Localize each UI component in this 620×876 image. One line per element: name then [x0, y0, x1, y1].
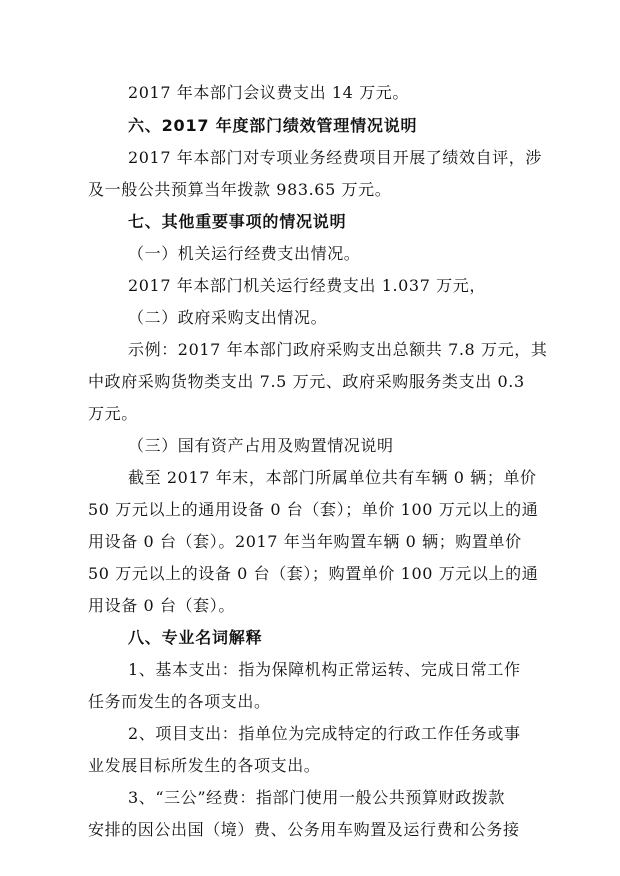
- subsection-2-title: （二）政府采购支出情况。: [128, 308, 328, 327]
- assets-paragraph-line-1: 截至 2017 年末，本部门所属单位共有车辆 0 辆；单价: [128, 468, 537, 487]
- meeting-expense-line: 2017 年本部门会议费支出 14 万元。: [128, 83, 409, 102]
- assets-paragraph-line-5: 用设备 0 台（套）。: [88, 596, 235, 615]
- performance-paragraph-line-1: 2017 年本部门对专项业务经费项目开展了绩效自评，涉: [128, 148, 543, 167]
- term-1-line-1: 1、基本支出：指为保障机构正常运转、完成日常工作: [128, 660, 521, 679]
- procurement-paragraph-line-1: 示例：2017 年本部门政府采购支出总额共 7.8 万元，其: [128, 340, 548, 359]
- subsection-1-title: （一）机关运行经费支出情况。: [128, 244, 361, 263]
- section-7-heading: 七、其他重要事项的情况说明: [128, 212, 347, 231]
- term-3-line-2: 安排的因公出国（境）费、公务用车购置及运行费和公务接: [88, 820, 520, 839]
- operating-expense-line: 2017 年本部门机关运行经费支出 1.037 万元，: [128, 276, 486, 295]
- term-2-line-2: 业发展目标所发生的各项支出。: [88, 756, 321, 775]
- performance-paragraph-line-2: 及一般公共预算当年拨款 983.65 万元。: [88, 180, 392, 199]
- assets-paragraph-line-4: 50 万元以上的设备 0 台（套）；购置单价 100 万元以上的通: [88, 564, 539, 583]
- section-6-heading: 六、2017 年度部门绩效管理情况说明: [128, 116, 418, 135]
- term-1-line-2: 任务而发生的各项支出。: [88, 692, 271, 711]
- assets-paragraph-line-2: 50 万元以上的通用设备 0 台（套）；单价 100 万元以上的通: [88, 500, 539, 519]
- subsection-3-title: （三）国有资产占用及购置情况说明: [128, 436, 394, 455]
- section-8-heading: 八、专业名词解释: [128, 628, 263, 647]
- assets-paragraph-line-3: 用设备 0 台（套）。2017 年当年购置车辆 0 辆；购置单价: [88, 532, 522, 551]
- term-3-line-1: 3、“三公”经费：指部门使用一般公共预算财政拨款: [128, 788, 505, 807]
- term-2-line-1: 2、项目支出：指单位为完成特定的行政工作任务或事: [128, 724, 521, 743]
- procurement-paragraph-line-2: 中政府采购货物类支出 7.5 万元、政府采购服务类支出 0.3: [88, 372, 525, 391]
- procurement-paragraph-line-3: 万元。: [88, 404, 138, 423]
